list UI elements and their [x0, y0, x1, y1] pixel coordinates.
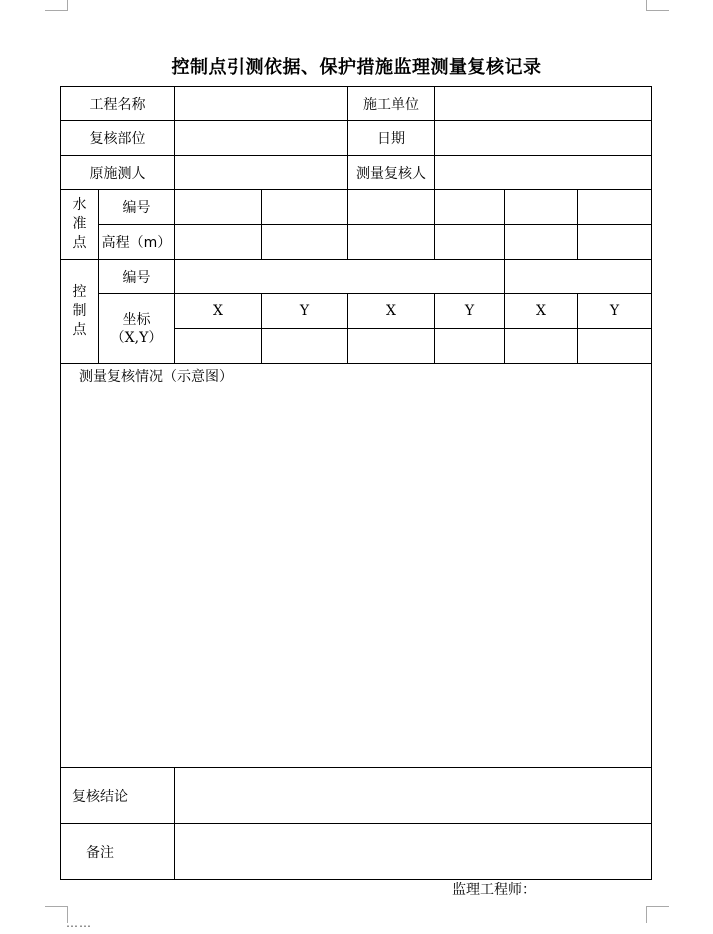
page-corner-mark [45, 906, 68, 923]
coord-axis-y: Y [578, 294, 652, 329]
coord-value-cell[interactable] [175, 329, 262, 364]
construction-unit-field[interactable] [435, 87, 652, 121]
benchmark-elevation-cell[interactable] [348, 225, 435, 260]
benchmark-elevation-cell[interactable] [505, 225, 578, 260]
original-surveyor-label: 原施测人 [61, 156, 175, 190]
page-corner-mark [45, 0, 68, 11]
control-point-number-label: 编号 [99, 260, 175, 294]
original-surveyor-field[interactable] [175, 156, 348, 190]
benchmark-elevation-cell[interactable] [578, 225, 652, 260]
benchmark-number-label: 编号 [99, 190, 175, 225]
benchmark-number-cell[interactable] [505, 190, 578, 225]
page-corner-mark [646, 0, 669, 11]
survey-sketch-label: 测量复核情况（示意图） [79, 369, 233, 385]
coord-value-cell[interactable] [435, 329, 505, 364]
remarks-label: 备注 [61, 824, 175, 880]
page-title: 控制点引测依据、保护措施监理测量复核记录 [171, 57, 542, 78]
benchmark-elevation-cell[interactable] [435, 225, 505, 260]
coord-value-cell[interactable] [262, 329, 348, 364]
benchmark-number-cell[interactable] [262, 190, 348, 225]
control-point-number-cell[interactable] [505, 260, 652, 294]
coord-value-cell[interactable] [505, 329, 578, 364]
benchmark-number-cell[interactable] [175, 190, 262, 225]
benchmark-number-cell[interactable] [435, 190, 505, 225]
coord-value-cell[interactable] [348, 329, 435, 364]
check-location-field[interactable] [175, 121, 348, 156]
conclusion-label: 复核结论 [61, 768, 175, 824]
benchmark-elevation-cell[interactable] [262, 225, 348, 260]
remarks-field[interactable] [175, 824, 652, 880]
survey-sketch-area[interactable] [61, 364, 652, 768]
footer-dots: …… [66, 916, 92, 930]
benchmark-number-cell[interactable] [348, 190, 435, 225]
coord-axis-y: Y [262, 294, 348, 329]
benchmark-elevation-cell[interactable] [175, 225, 262, 260]
check-surveyor-field[interactable] [435, 156, 652, 190]
record-table [60, 86, 652, 880]
project-name-field[interactable] [175, 87, 348, 121]
check-surveyor-label: 测量复核人 [348, 156, 435, 190]
coord-value-cell[interactable] [578, 329, 652, 364]
coord-axis-y: Y [435, 294, 505, 329]
benchmark-group-label: 水 准 点 [61, 190, 99, 260]
benchmark-number-cell[interactable] [578, 190, 652, 225]
coord-axis-x: X [505, 294, 578, 329]
date-label: 日期 [348, 121, 435, 156]
project-name-label: 工程名称 [61, 87, 175, 121]
construction-unit-label: 施工单位 [348, 87, 435, 121]
supervising-engineer-label: 监理工程师： [452, 882, 536, 898]
control-point-number-cell[interactable] [175, 260, 505, 294]
conclusion-field[interactable] [175, 768, 652, 824]
coord-axis-x: X [175, 294, 262, 329]
coord-axis-x: X [348, 294, 435, 329]
page-corner-mark [646, 906, 669, 923]
benchmark-elevation-label: 高程（m） [99, 225, 175, 260]
control-point-coord-label: 坐标 （X,Y） [99, 294, 175, 364]
control-point-group-label: 控 制 点 [61, 260, 99, 364]
check-location-label: 复核部位 [61, 121, 175, 156]
date-field[interactable] [435, 121, 652, 156]
